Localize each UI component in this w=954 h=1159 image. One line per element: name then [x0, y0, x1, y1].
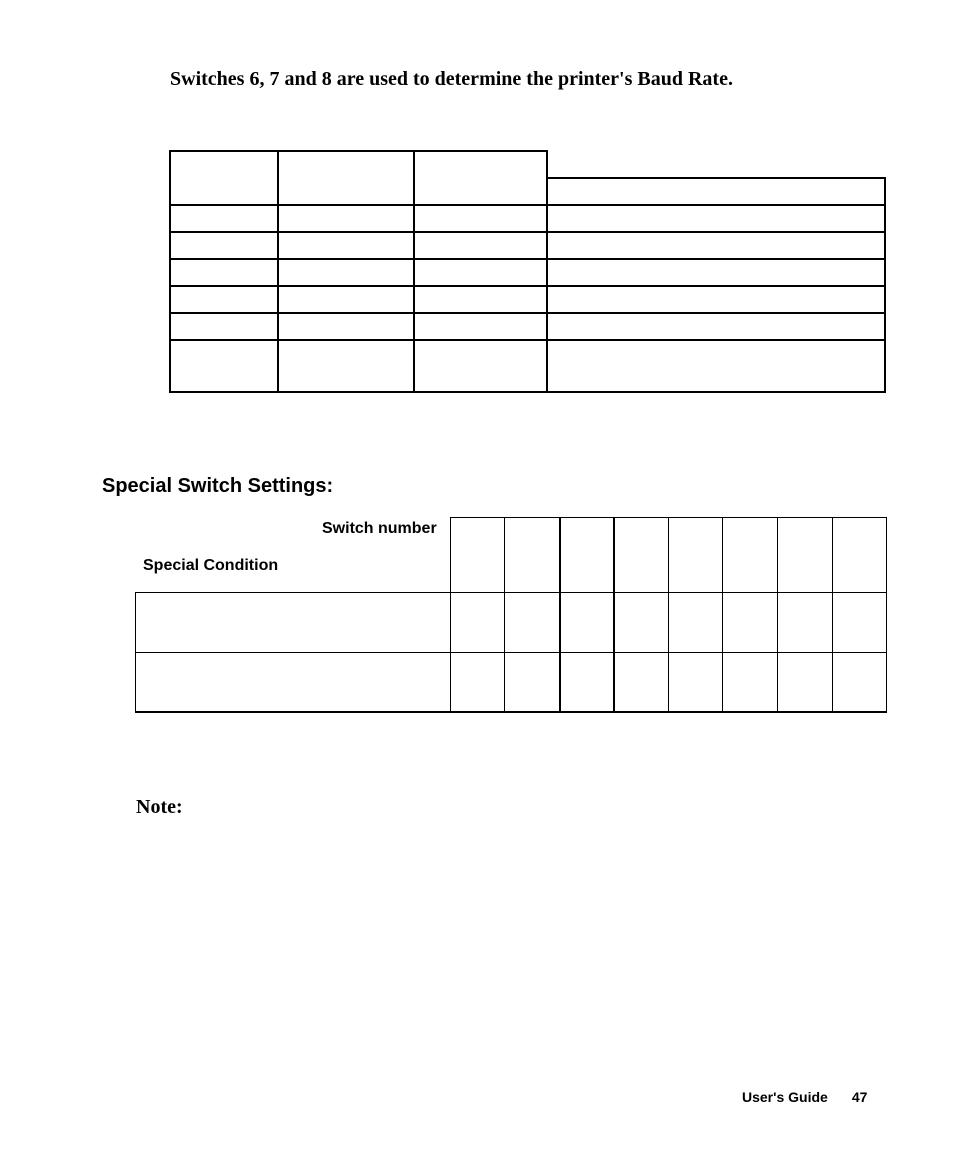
- table-rule: [169, 150, 548, 152]
- table-rule: [547, 177, 886, 179]
- page-footer: [742, 1089, 867, 1105]
- table-rule: [668, 517, 669, 713]
- table-rule: [777, 517, 778, 713]
- table-rule: [135, 592, 887, 593]
- table-rule: [450, 517, 451, 713]
- footer-guide-label: User's Guide: [742, 1089, 828, 1105]
- special-switch-settings-heading: Special Switch Settings:: [102, 475, 334, 497]
- baud-rate-intro-heading: Switches 6, 7 and 8 are used to determine the printer's Baud Rate.: [170, 68, 733, 90]
- table-rule: [546, 150, 548, 393]
- table-rule: [135, 711, 887, 713]
- table-rule: [613, 517, 615, 713]
- switch-number-label: Switch number: [322, 520, 437, 537]
- table-rule: [559, 517, 561, 713]
- special-switch-table: [135, 517, 887, 713]
- table-rule: [277, 150, 279, 393]
- table-rule: [886, 517, 887, 713]
- table-rule: [722, 517, 723, 713]
- table-rule: [884, 177, 886, 393]
- table-rule: [135, 592, 136, 713]
- table-rule: [135, 652, 887, 653]
- table-rule: [504, 517, 505, 713]
- page-number: 47: [851, 1089, 868, 1105]
- table-rule: [169, 150, 171, 393]
- baud-rate-table: [169, 150, 886, 393]
- note-label: Note:: [136, 796, 183, 818]
- table-rule: [413, 150, 415, 393]
- table-rule: [832, 517, 833, 713]
- special-condition-label: Special Condition: [143, 557, 279, 574]
